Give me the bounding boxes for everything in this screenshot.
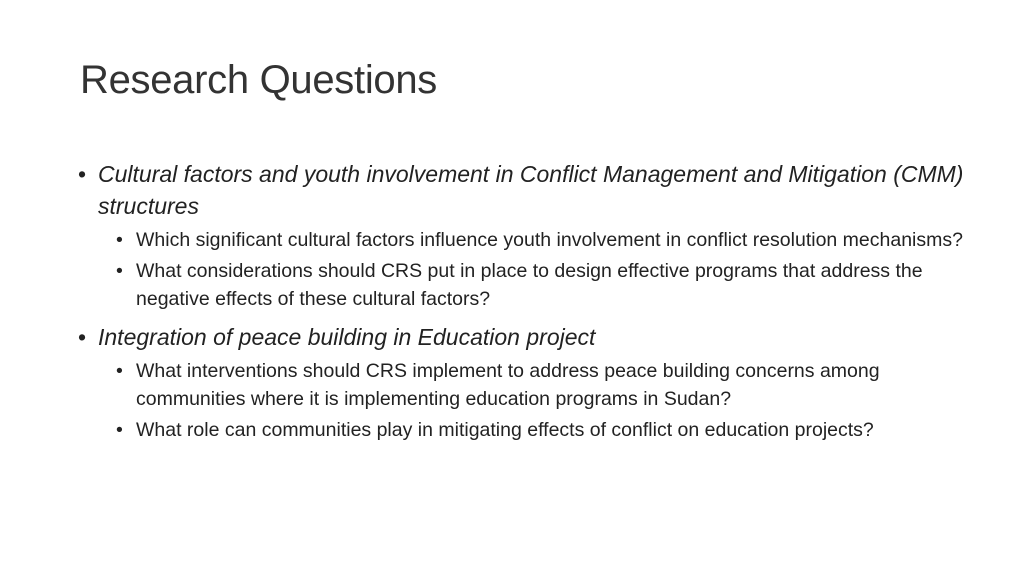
section-heading xyxy=(78,321,968,353)
bullet-icon: • xyxy=(116,419,123,441)
bullet-icon: • xyxy=(116,360,123,382)
bullet-icon: • xyxy=(116,260,123,282)
question-list xyxy=(78,226,968,313)
question-text: What interventions should CRS implement to address peace building concerns among communities where it is implementing education programs in Sudan? xyxy=(136,360,880,410)
question-text: What role can communities play in mitigating effects of conflict on education projects? xyxy=(136,419,874,441)
question-item xyxy=(78,416,968,444)
section-heading-text: Integration of peace building in Education project xyxy=(98,324,596,350)
question-item xyxy=(78,357,968,413)
section-heading xyxy=(78,158,968,222)
question-list xyxy=(78,357,968,444)
question-text: What considerations should CRS put in place to design effective programs that address the negative effects of these cultural factors? xyxy=(136,260,923,310)
question-text: Which significant cultural factors influence youth involvement in conflict resolution mechanisms? xyxy=(136,229,963,251)
section-heading-text: Cultural factors and youth involvement in Conflict Management and Mitigation (CMM) structures xyxy=(98,161,964,219)
bullet-icon: • xyxy=(78,324,87,350)
bullet-icon: • xyxy=(116,229,123,251)
question-item xyxy=(78,226,968,254)
slide-content xyxy=(78,156,968,444)
question-item xyxy=(78,257,968,313)
bullet-icon: • xyxy=(78,161,87,187)
slide-title: Research Questions xyxy=(80,58,438,102)
